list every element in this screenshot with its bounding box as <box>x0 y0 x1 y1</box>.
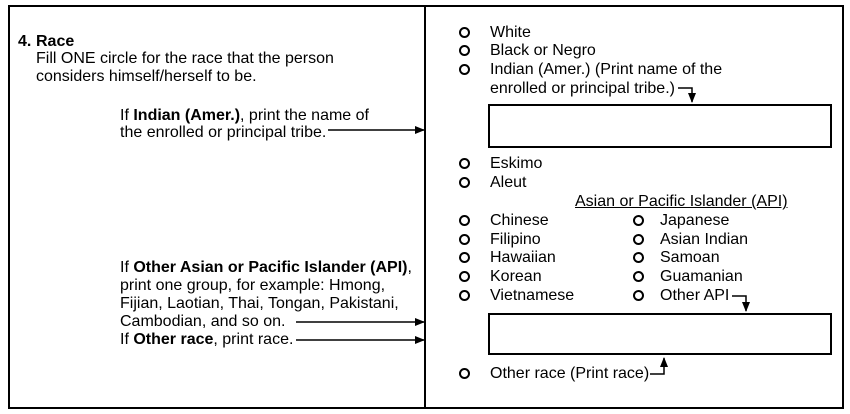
option-indian-line1: Indian (Amer.) (Print name of the <box>490 61 723 78</box>
api-note-line2: print one group, for example: Hmong, <box>120 277 386 294</box>
question-instructions-line1: Fill ONE circle for the race that the person <box>36 50 334 67</box>
option-japanese: Japanese <box>660 212 730 229</box>
option-other-race: Other race (Print race) <box>490 365 650 382</box>
option-vietnamese: Vietnamese <box>490 287 575 304</box>
question-instructions-line2: considers himself/herself to be. <box>36 68 257 85</box>
option-korean: Korean <box>490 268 542 285</box>
api-note-line3: Fijian, Laotian, Thai, Tongan, Pakistani, <box>120 295 399 312</box>
indian-box-arrow <box>678 88 692 102</box>
option-chinese: Chinese <box>490 212 549 229</box>
other-race-box-arrow <box>650 358 664 374</box>
option-filipino: Filipino <box>490 231 541 248</box>
option-other-api: Other API <box>660 287 730 304</box>
api-header: Asian or Pacific Islander (API) <box>575 193 788 210</box>
question-number: 4. <box>18 33 32 50</box>
other-race-note: If Other race, print race. <box>120 331 294 348</box>
other-api-box-arrow <box>732 296 746 311</box>
question-title: Race <box>36 33 75 50</box>
option-white: White <box>490 24 531 41</box>
indian-note-line2: the enrolled or principal tribe. <box>120 124 327 141</box>
option-samoan: Samoan <box>660 249 720 266</box>
api-note-line1: If Other Asian or Pacific Islander (API), <box>120 259 412 276</box>
api-note-line4: Cambodian, and so on. <box>120 313 286 330</box>
option-asian-indian: Asian Indian <box>660 231 749 248</box>
option-eskimo: Eskimo <box>490 155 543 172</box>
option-indian-line2: enrolled or principal tribe.) <box>490 80 675 97</box>
option-hawaiian: Hawaiian <box>490 249 556 266</box>
option-aleut: Aleut <box>490 174 527 191</box>
indian-note-line1: If Indian (Amer.), print the name of <box>120 107 369 124</box>
option-black: Black or Negro <box>490 42 596 59</box>
option-guamanian: Guamanian <box>660 268 743 285</box>
